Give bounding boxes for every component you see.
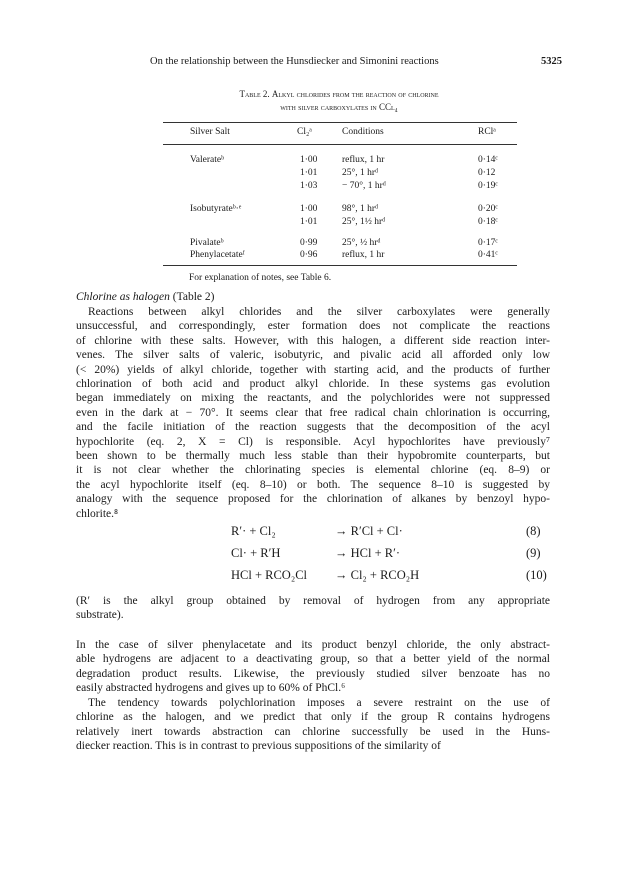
running-title: On the relationship between the Hunsdiecker and Simonini reactions bbox=[150, 56, 439, 67]
table-top-rule bbox=[163, 122, 517, 123]
text-line: The tendency towards polychlorination imposes a severe restraint on the use of bbox=[88, 697, 550, 709]
text-line: relatively inert towards abstraction can chlorine successfully be used in the Huns- bbox=[76, 725, 550, 738]
text-line: (< 20%) yields of alkyl chloride, together with starting acid, and the products of further bbox=[76, 363, 550, 376]
text-line: (R′ is the alkyl group obtained by removal of hydrogen from any appropriate bbox=[76, 595, 550, 607]
table-cell-rcl: 0·41ᶜ bbox=[478, 250, 498, 260]
text-line: chlorite.⁸ bbox=[76, 507, 119, 520]
equation-lhs: R′· + Cl₂ bbox=[231, 524, 276, 538]
text-line: began immediately on mixing the reactants, and the polychlorides were not suppressed bbox=[76, 392, 550, 405]
table-cell-conditions: 98°, 1 hrᵈ bbox=[342, 204, 379, 214]
table-cell-salt: Phenylacetateᶠ bbox=[190, 250, 245, 260]
table-cell-cl2: 1·03 bbox=[300, 181, 318, 191]
text-line: analogy with the sequence proposed for the chlorination of alkanes by benzoyl hypo- bbox=[76, 493, 550, 506]
section-heading bbox=[76, 291, 214, 303]
equation-number: (9) bbox=[526, 546, 541, 560]
table-caption bbox=[189, 88, 489, 114]
equation-rhs: → R′Cl + Cl· bbox=[335, 524, 403, 538]
table-cell-conditions: 25°, 1 hrᵈ bbox=[342, 168, 379, 178]
text-line: chlorine as the halogen, and we predict that only if the group R contains hydrogens bbox=[76, 711, 550, 724]
column-header-salt: Silver Salt bbox=[190, 127, 230, 137]
table-cell-cl2: 1·01 bbox=[300, 217, 318, 227]
table-cell-rcl: 0·18ᶜ bbox=[478, 217, 498, 227]
text-line: it is not clear whether the chlorinating species is elemental chlorine (eq. 8–9) or bbox=[76, 464, 550, 477]
equation-9 bbox=[231, 546, 400, 561]
table-caption-label: Table 2. bbox=[239, 89, 270, 99]
text-line: unsuccessful, and correspondingly, ester formation does not complicate the reactions bbox=[76, 320, 550, 333]
paragraph-1 bbox=[76, 305, 550, 521]
section-heading-italic: Chlorine as halogen bbox=[76, 291, 170, 303]
table-cell-conditions: 25°, ½ hrᵈ bbox=[342, 238, 381, 248]
equation-8 bbox=[231, 524, 403, 539]
equation-note bbox=[76, 594, 550, 623]
equation-rhs: → Cl₂ + RCO₂H bbox=[335, 568, 420, 582]
text-line: easily abstracted hydrogens and gives up to 60% of PhCl.⁶ bbox=[76, 682, 346, 695]
equation-rhs: → HCl + R′· bbox=[335, 546, 400, 560]
table-cell-rcl: 0·17ᶜ bbox=[478, 238, 498, 248]
table-cell-cl2: 0·96 bbox=[300, 250, 318, 260]
text-line: substrate). bbox=[76, 609, 124, 622]
text-line: hypochlorite (eq. 2, X = Cl) is responsible. Acyl hypochlorites have previously⁷ bbox=[76, 435, 550, 448]
table-footnote: For explanation of notes, see Table 6. bbox=[189, 273, 332, 283]
text-line: the acyl hypochlorite itself (eq. 8–10) or both. The sequence 8–10 is suggested by bbox=[76, 478, 550, 491]
paragraph-2 bbox=[76, 638, 550, 696]
table-caption-line1: Alkyl chlorides from the reaction of chlorine bbox=[271, 89, 439, 99]
text-line: able hydrogens are adjacent to a deactivating group, so that a better yield of the normal bbox=[76, 653, 550, 666]
table-cell-rcl: 0·14ᶜ bbox=[478, 155, 498, 165]
text-line: Reactions between alkyl chlorides and the silver carboxylates were generally bbox=[88, 306, 550, 318]
text-line: even in the dark at − 70°. It seems clear that free radical chain chlorination is occurring, bbox=[76, 406, 550, 419]
table-cell-conditions: reflux, 1 hr bbox=[342, 250, 385, 260]
paragraph-3 bbox=[76, 696, 550, 754]
text-line: degradation product results. Likewise, the previously studied silver benzoate has no bbox=[76, 667, 550, 680]
text-line: venes. The silver salts of valeric, isobutyric, and pivalic acid all afforded only low bbox=[76, 349, 550, 362]
table-cell-conditions: reflux, 1 hr bbox=[342, 155, 385, 165]
table-cell-cl2: 1·00 bbox=[300, 204, 318, 214]
table-caption-line2: with silver carboxylates in CCl₄ bbox=[280, 102, 398, 112]
table-bottom-rule bbox=[163, 265, 517, 266]
text-line: of chlorine with these salts. However, with this halogen, a different side reaction inter- bbox=[76, 334, 550, 347]
text-line: chlorination of both acid and product alkyl chloride. In these systems gas evolution bbox=[76, 378, 550, 391]
table-cell-conditions: 25°, 1½ hrᵈ bbox=[342, 217, 386, 227]
table-cell-salt: Valerateᵇ bbox=[190, 155, 225, 165]
equation-lhs: Cl· + R′H bbox=[231, 546, 281, 560]
text-line: diecker reaction. This is in contrast to previous suppositions of the similarity of bbox=[76, 740, 441, 753]
table-cell-conditions: − 70°, 1 hrᵈ bbox=[342, 181, 386, 191]
text-line: and the facile initiation of the reaction suggests that the decomposition of the acyl bbox=[76, 421, 550, 434]
table-cell-rcl: 0·20ᶜ bbox=[478, 204, 498, 214]
section-heading-rest: (Table 2) bbox=[169, 291, 215, 303]
text-line: been shown to be thermally much less stable than their hypobromite counterparts, but bbox=[76, 450, 550, 463]
table-cell-cl2: 0·99 bbox=[300, 238, 318, 248]
table-cell-cl2: 1·01 bbox=[300, 168, 318, 178]
equation-number: (10) bbox=[526, 568, 547, 582]
column-header-rcl: RClᵃ bbox=[478, 127, 496, 137]
column-header-cl2: Cl₂ᵃ bbox=[297, 127, 312, 137]
table-cell-rcl: 0·19ᶜ bbox=[478, 181, 498, 191]
table-cell-salt: Isobutyrateᵇ·ᵉ bbox=[190, 204, 242, 214]
column-header-conditions: Conditions bbox=[342, 127, 384, 137]
table-header-rule bbox=[163, 144, 517, 145]
table-cell-salt: Pivalateᵇ bbox=[190, 238, 224, 248]
equation-lhs: HCl + RCO₂Cl bbox=[231, 568, 308, 582]
equation-number: (8) bbox=[526, 524, 541, 538]
equation-10 bbox=[231, 568, 419, 583]
page-number: 5325 bbox=[541, 56, 562, 67]
table-cell-rcl: 0·12 bbox=[478, 168, 496, 178]
text-line: In the case of silver phenylacetate and its product benzyl chloride, the only abstract- bbox=[76, 639, 550, 651]
table-cell-cl2: 1·00 bbox=[300, 155, 318, 165]
